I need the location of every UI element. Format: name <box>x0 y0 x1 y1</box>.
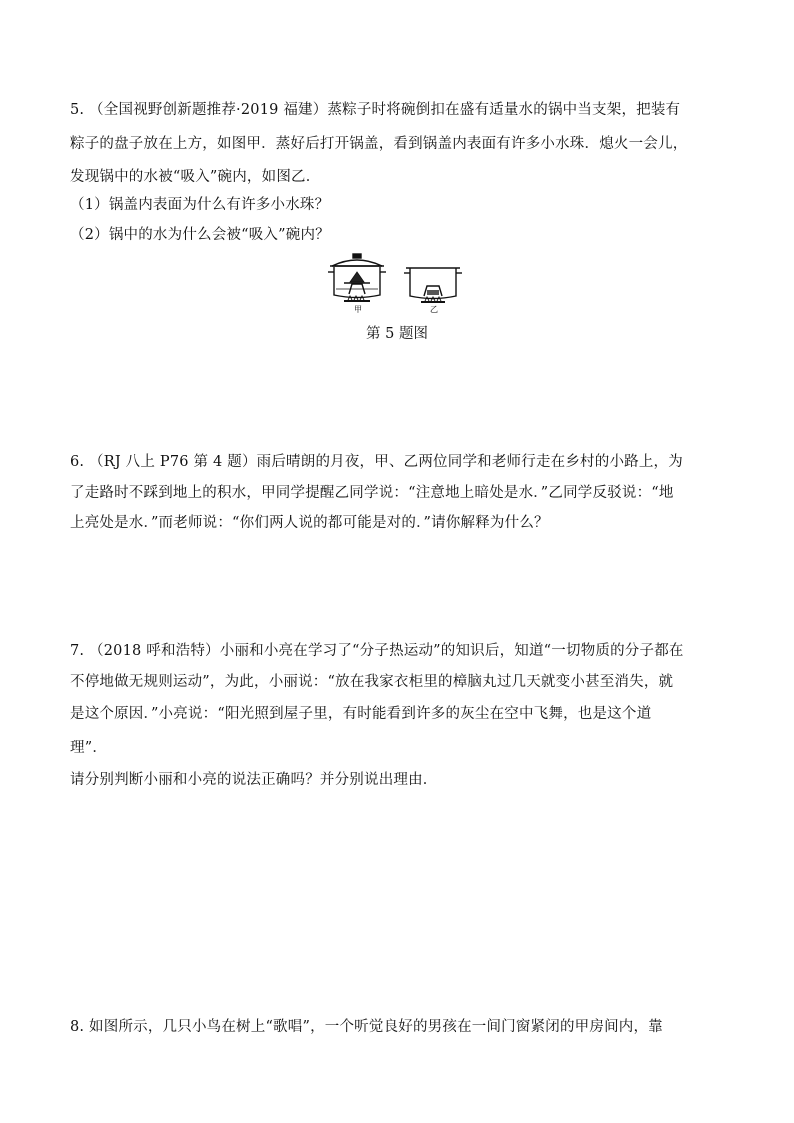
pot-figure <box>326 248 476 318</box>
question-6-line-1: 6. （RJ 八上 P76 第 4 题）雨后晴朗的月夜，甲、乙两位同学和老师行走在乡村的小路上，为 <box>70 454 683 470</box>
question-5-sub-2: （2）锅中的水为什么会被“吸入”碗内？ <box>70 227 330 243</box>
pot-jia-diagram <box>328 254 386 301</box>
question-6-line-2: 了走路时不踩到地上的积水，甲同学提醒乙同学说：“注意地上暗处是水．”乙同学反驳说：“地 <box>70 485 674 501</box>
question-8-line-1: 8. 如图所示，几只小鸟在树上“歌唱”，一个听觉良好的男孩在一间门窗紧闭的甲房间内，靠 <box>70 1019 663 1035</box>
question-5-sub-1: （1）锅盖内表面为什么有许多小水珠？ <box>70 197 330 213</box>
figure-label-yi: 乙 <box>430 305 438 314</box>
question-7-line-2: 不停地做无规则运动”，为此，小丽说：“放在我家衣柜里的樟脑丸过几天就变小甚至消失，就 <box>70 674 674 690</box>
question-5-line-1: 5. （全国视野创新题推荐·2019 福建）蒸粽子时将碗倒扣在盛有适量水的锅中当支架，把装有 <box>70 102 681 118</box>
question-7-line-5: 请分别判断小丽和小亮的说法正确吗？并分别说出理由． <box>70 772 438 788</box>
question-7-line-3: 是这个原因．”小亮说：“阳光照到屋子里，有时能看到许多的灰尘在空中飞舞，也是这个道 <box>70 706 652 722</box>
figure-label-jia: 甲 <box>354 305 362 314</box>
figure-caption: 第 5 题图 <box>366 326 428 342</box>
pot-yi-diagram <box>404 268 462 302</box>
question-5-line-3: 发现锅中的水被“吸入”碗内，如图乙． <box>70 169 321 185</box>
question-7-line-4: 理”． <box>70 740 108 756</box>
question-5-line-2: 粽子的盘子放在上方，如图甲．蒸好后打开锅盖，看到锅盖内表面有许多小水珠．熄火一会儿， <box>70 136 688 152</box>
question-7-line-1: 7. （2018 呼和浩特）小丽和小亮在学习了“分子热运动”的知识后，知道“一切物质的分子都在 <box>70 643 684 659</box>
question-6-line-3: 上亮处是水．”而老师说：“你们两人说的都可能是对的．”请你解释为什么？ <box>70 515 549 531</box>
